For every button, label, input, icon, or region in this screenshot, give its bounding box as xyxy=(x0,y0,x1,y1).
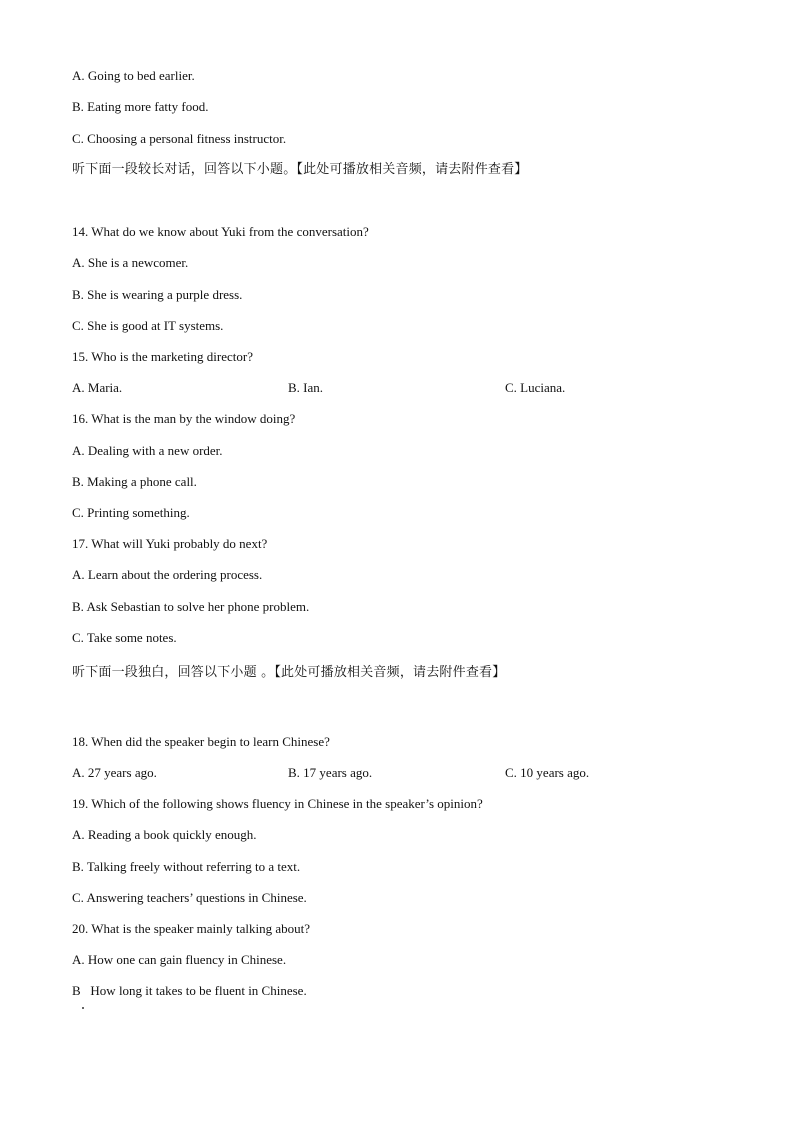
q13-option-a: A. Going to bed earlier. xyxy=(72,68,195,83)
question-20: 20. What is the speaker mainly talking about? xyxy=(72,921,311,936)
stray-mark xyxy=(82,1007,84,1009)
q20-option-b: B How long it takes to be fluent in Chinese. xyxy=(72,983,307,998)
question-16: 16. What is the man by the window doing? xyxy=(72,411,296,426)
section-heading-long-dialogue: 听下面一段较长对话，回答以下小题。【此处可播放相关音频，请去附件查看】 xyxy=(72,162,528,177)
q16-option-c: C. Printing something. xyxy=(72,505,190,520)
q14-option-a: A. She is a newcomer. xyxy=(72,255,189,270)
q18-option-b: B. 17 years ago. xyxy=(288,765,373,780)
q19-option-b: B. Talking freely without referring to a text. xyxy=(72,859,301,874)
question-14: 14. What do we know about Yuki from the conversation? xyxy=(72,224,369,239)
q18-option-a: A. 27 years ago. xyxy=(72,765,157,780)
section-heading-monologue: 听下面一段独白，回答以下小题 。【此处可播放相关音频，请去附件查看】 xyxy=(72,665,506,680)
question-15: 15. Who is the marketing director? xyxy=(72,349,253,364)
q18-option-c: C. 10 years ago. xyxy=(505,765,590,780)
q17-option-a: A. Learn about the ordering process. xyxy=(72,567,263,582)
q14-option-c: C. She is good at IT systems. xyxy=(72,318,224,333)
q17-option-c: C. Take some notes. xyxy=(72,630,177,645)
q19-option-a: A. Reading a book quickly enough. xyxy=(72,827,257,842)
q16-option-a: A. Dealing with a new order. xyxy=(72,443,223,458)
q15-option-a: A. Maria. xyxy=(72,380,123,395)
q15-option-b: B. Ian. xyxy=(288,380,324,395)
q13-option-c: C. Choosing a personal fitness instructor. xyxy=(72,131,287,146)
question-18: 18. When did the speaker begin to learn Chinese? xyxy=(72,734,330,749)
q19-option-c: C. Answering teachers’ questions in Chinese. xyxy=(72,890,307,905)
q17-option-b: B. Ask Sebastian to solve her phone problem. xyxy=(72,599,310,614)
question-19: 19. Which of the following shows fluency in Chinese in the speaker’s opinion? xyxy=(72,796,483,811)
q16-option-b: B. Making a phone call. xyxy=(72,474,197,489)
q15-option-c: C. Luciana. xyxy=(505,380,566,395)
q14-option-b: B. She is wearing a purple dress. xyxy=(72,287,243,302)
q20-option-a: A. How one can gain fluency in Chinese. xyxy=(72,952,287,967)
q13-option-b: B. Eating more fatty food. xyxy=(72,99,209,114)
question-17: 17. What will Yuki probably do next? xyxy=(72,536,268,551)
